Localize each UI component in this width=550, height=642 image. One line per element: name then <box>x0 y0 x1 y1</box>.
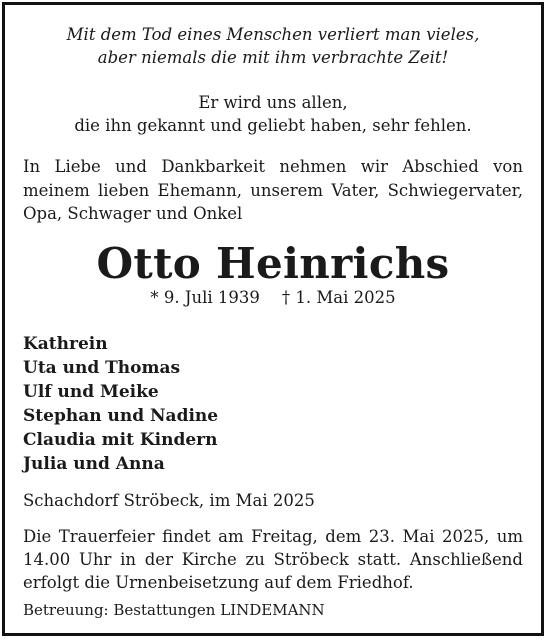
mourner-name: Ulf und Meike <box>23 382 159 402</box>
mourner-name: Claudia mit Kindern <box>23 430 218 450</box>
service-line-2: 14.00 Uhr in der Kirche zu Ströbeck statt. Anschließend <box>23 550 523 569</box>
mourner-name: Kathrein <box>23 334 108 354</box>
intro-paragraph <box>23 155 523 226</box>
intro-line-2: meinem lieben Ehemann, unserem Vater, Schwiegervater, <box>23 180 523 200</box>
quote-line-1: Mit dem Tod eines Menschen verliert man vieles, <box>66 25 480 44</box>
farewell-subtitle <box>5 91 541 137</box>
life-dates <box>5 287 541 309</box>
deceased-name: Otto Heinrichs <box>96 239 450 288</box>
mourners-list <box>23 332 218 476</box>
place-and-date: Schachdorf Ströbeck, im Mai 2025 <box>23 491 315 510</box>
birth-date: * 9. Juli 1939 <box>150 288 260 307</box>
intro-line-3: Opa, Schwager und Onkel <box>23 204 243 223</box>
death-date: † 1. Mai 2025 <box>281 288 396 307</box>
subtitle-line-1: Er wird uns allen, <box>198 93 348 112</box>
funeral-service-info <box>23 525 523 594</box>
mourner-name: Stephan und Nadine <box>23 406 219 426</box>
obituary-notice <box>2 2 544 636</box>
intro-line-1: In Liebe und Dankbarkeit nehmen wir Abschied von <box>23 157 523 176</box>
quote-line-2: aber niemals die mit ihm verbrachte Zeit! <box>97 48 449 67</box>
funeral-home-credit: Betreuung: Bestattungen LINDEMANN <box>23 601 325 619</box>
mourner-name: Julia und Anna <box>23 454 165 474</box>
mourner-name: Uta und Thomas <box>23 358 181 378</box>
memorial-quote <box>5 23 541 69</box>
subtitle-line-2: die ihn gekannt und geliebt haben, sehr fehlen. <box>74 116 472 135</box>
service-line-3: erfolgt die Urnenbeisetzung auf dem Friedhof. <box>23 573 414 592</box>
service-line-1: Die Trauerfeier findet am Freitag, dem 23. Mai 2025, um <box>23 527 523 546</box>
